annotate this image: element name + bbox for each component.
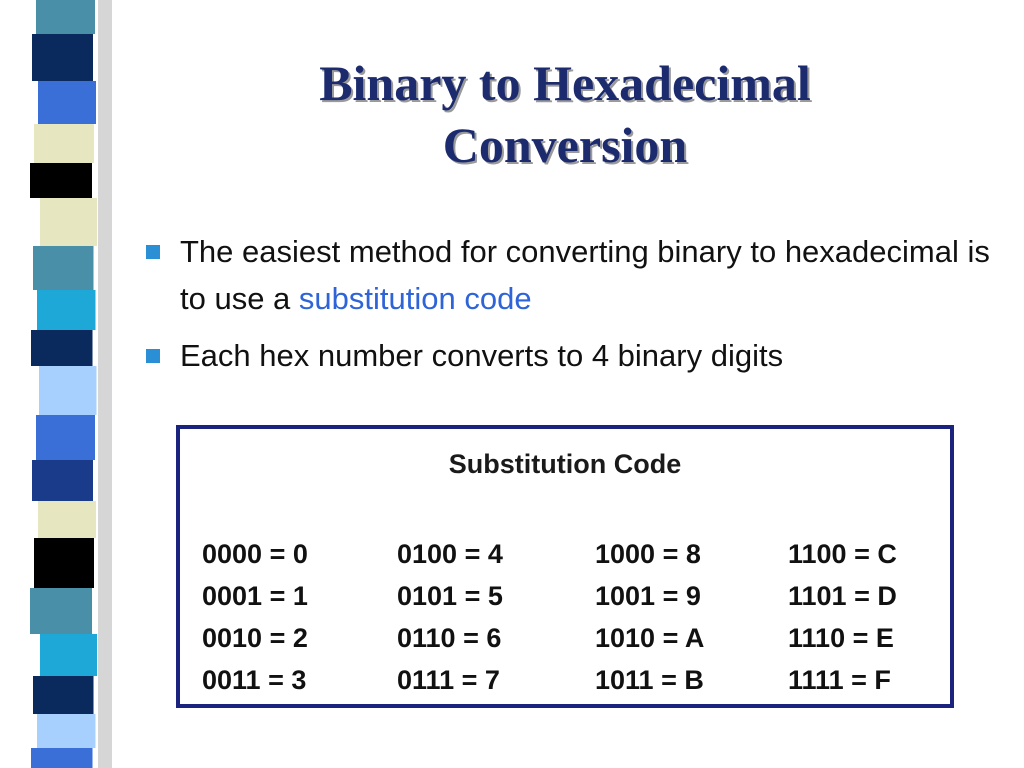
strip-block [31,748,93,768]
substitution-code-table [176,425,954,708]
table-grid [202,535,958,699]
table-cell: 0110 = 6 [397,623,502,653]
table-cell: 1101 = D [788,581,897,611]
square-bullet-icon [146,245,160,259]
table-cell: 0001 = 1 [202,581,308,611]
strip-block [33,246,94,290]
slide-title-line-1: Binary to Hexadecimal [319,55,811,111]
slide-title [170,52,960,176]
strip-block [32,34,93,81]
strip-block [33,676,94,714]
strip-block [34,538,94,588]
table-cell: 1000 = 8 [595,539,701,569]
strip-block [39,366,97,415]
table-cell: 1100 = C [788,539,897,569]
strip-block [31,330,93,366]
strip-block [37,714,96,748]
table-cell: 0101 = 5 [397,581,503,611]
table-cell: 1011 = B [595,665,704,695]
strip-block [36,0,95,34]
table-cell: 0010 = 2 [202,623,308,653]
bullet-list [142,228,992,389]
highlighted-term: substitution code [298,281,532,316]
strip-block [30,163,92,198]
table-cell: 0111 = 7 [397,665,500,695]
bullet-text: Each hex number converts to 4 binary digits [180,338,784,373]
table-cell: 0011 = 3 [202,665,307,695]
table-cell: 1111 = F [788,665,891,695]
bullet-text: The easiest method for converting binary to hexadecimal is to use a [180,234,990,316]
strip-block [34,124,94,163]
strip-block [36,415,95,460]
strip-block [30,588,92,634]
strip-block [38,81,96,124]
square-bullet-icon [146,349,160,363]
decorative-side-strip [0,0,120,768]
strip-block [38,501,96,538]
table-cell: 1110 = E [788,623,894,653]
strip-block [32,460,93,501]
strip-block [37,290,96,330]
table-heading: Substitution Code [448,449,682,479]
bullet-item-substitution [142,228,992,322]
slide-title-line-2: Conversion [442,117,688,173]
table-cell: 0100 = 4 [397,539,503,569]
table-cell: 1010 = A [595,623,705,653]
bullet-item-hex-digits [142,332,992,379]
strip-block [40,634,97,676]
table-cell: 0000 = 0 [202,539,308,569]
strip-block [40,198,97,246]
table-cell: 1001 = 9 [595,581,701,611]
